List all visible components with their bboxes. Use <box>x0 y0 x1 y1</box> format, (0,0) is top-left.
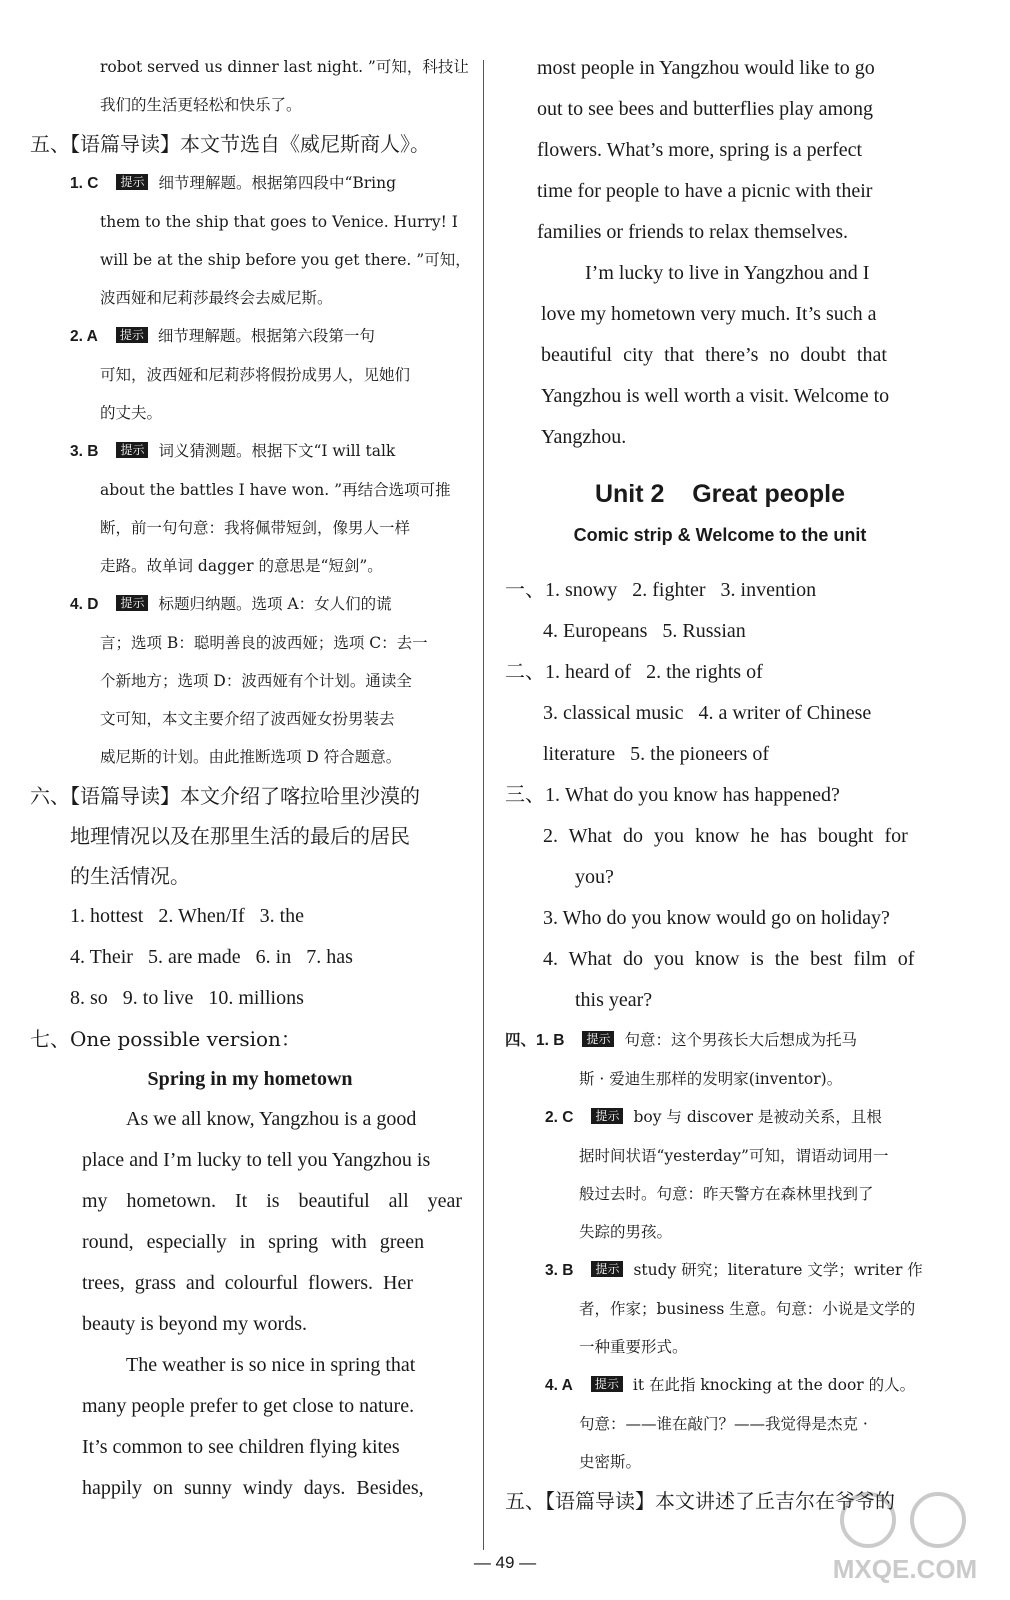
tip-badge: 提示 <box>116 327 148 343</box>
answer-line: 1. hottest 2. When/If 3. the <box>70 905 305 927</box>
answer-5-2 <box>30 317 470 356</box>
answer-5-1 <box>30 164 470 203</box>
text-line: them to the ship that goes to Venice. Hurry! I <box>100 213 458 231</box>
text-line: 般过去时。句意：昨天警方在森林里找到了 <box>579 1185 874 1203</box>
tip-badge: 提示 <box>116 595 148 611</box>
answer-line: 8. so 9. to live 10. millions <box>70 987 304 1009</box>
answer-line: 4. What do you know is the best film of <box>543 948 915 970</box>
answer-text: 细节理解题。根据第四段中“Bring <box>158 174 397 192</box>
text-line: 据时间状语“yesterday”可知，谓语动词用一 <box>579 1147 889 1165</box>
answer-4-4 <box>505 1366 935 1405</box>
section-6-heading: 六、【语篇导读】本文介绍了喀拉哈里沙漠的 <box>30 784 420 808</box>
tip-badge: 提示 <box>116 442 148 458</box>
answer-text: study 研究；literature 文学；writer 作 <box>633 1261 923 1279</box>
answer-text: 标题归纳题。选项 A：女人们的谎 <box>158 595 392 613</box>
essay-line: happily on sunny windy days. Besides, <box>82 1477 424 1499</box>
essay-line: beauty is beyond my words. <box>82 1313 307 1335</box>
text-line: will be at the ship before you get there. ”可知， <box>100 251 471 269</box>
answer-line: you? <box>575 866 614 888</box>
answer-line: 三、1. What do you know has happened? <box>505 784 840 806</box>
answer-number: 4. D <box>70 596 99 613</box>
text-line: 威尼斯的计划。由此推断选项 D 符合题意。 <box>100 748 402 766</box>
watermark-logo <box>820 1480 990 1590</box>
answer-number: 四、1. B <box>505 1032 565 1049</box>
text-line: robot served us dinner last night. ”可知，科技让 <box>100 58 469 76</box>
section-5-heading: 五、【语篇导读】本文节选自《威尼斯商人》。 <box>30 132 430 156</box>
watermark-text: MXQE.COM <box>832 1554 978 1584</box>
text-line: 文可知，本文主要介绍了波西娅女扮男装去 <box>100 710 395 728</box>
answer-text: 词义猜测题。根据下文“I will talk <box>158 442 396 460</box>
text-line: 可知，波西娅和尼莉莎将假扮成男人，见她们 <box>100 366 411 384</box>
answer-line: 二、1. heard of 2. the rights of <box>505 661 763 683</box>
answer-number: 3. B <box>70 443 99 460</box>
essay-line: my hometown. It is beautiful all year <box>82 1190 463 1212</box>
answer-number: 2. C <box>545 1109 574 1126</box>
answer-text: 句意：这个男孩长大后想成为托马 <box>624 1031 857 1049</box>
essay-line: families or friends to relax themselves. <box>537 221 849 243</box>
essay-line: flowers. What’s more, spring is a perfect <box>537 139 863 161</box>
essay-line: Yangzhou. <box>541 426 627 448</box>
right-column <box>505 48 935 1521</box>
essay-title: Spring in my hometown <box>147 1068 353 1090</box>
essay-line: It’s common to see children flying kites <box>82 1436 400 1458</box>
essay-line: love my hometown very much. It’s such a <box>541 303 877 325</box>
answer-line: 3. classical music 4. a writer of Chinese <box>543 702 872 724</box>
answer-5-3 <box>30 432 470 471</box>
left-column <box>30 48 470 1509</box>
answer-number: 2. A <box>70 328 98 345</box>
answer-line: 4. Their 5. are made 6. in 7. has <box>70 946 353 968</box>
essay-line: The weather is so nice in spring that <box>126 1354 416 1376</box>
text-line: 言；选项 B：聪明善良的波西娅；选项 C：去一 <box>100 634 428 652</box>
tip-badge: 提示 <box>591 1108 623 1124</box>
essay-line: many people prefer to get close to nature. <box>82 1395 415 1417</box>
tip-badge: 提示 <box>591 1376 623 1392</box>
text-line: 斯 · 爱迪生那样的发明家(inventor)。 <box>579 1070 843 1088</box>
essay-line: round, especially in spring with green <box>82 1231 425 1253</box>
answer-line: literature 5. the pioneers of <box>543 743 770 765</box>
answer-number: 1. C <box>70 175 99 192</box>
answer-4-1 <box>505 1021 935 1060</box>
answer-line: 3. Who do you know would go on holiday? <box>543 907 890 929</box>
essay-line: time for people to have a picnic with their <box>537 180 873 202</box>
text-line: 断，前一句句意：我将佩带短剑，像男人一样 <box>100 519 411 537</box>
essay-line: out to see bees and butterflies play among <box>537 98 874 120</box>
essay-line: Yangzhou is well worth a visit. Welcome to <box>541 385 890 407</box>
answer-text: 细节理解题。根据第六段第一句 <box>157 327 375 345</box>
text-line: 我们的生活更轻松和快乐了。 <box>100 96 302 114</box>
text-line: 史密斯。 <box>579 1453 642 1471</box>
answer-number: 4. A <box>545 1377 573 1394</box>
text-line: 走路。故单词 dagger 的意思是“短剑”。 <box>100 557 383 575</box>
text-line: about the battles I have won. ”再结合选项可推 <box>100 481 451 499</box>
answer-5-4 <box>30 585 470 624</box>
text-line: 地理情况以及在那里生活的最后的居民 <box>70 824 410 848</box>
answer-4-2 <box>505 1098 935 1137</box>
text-line: 失踪的男孩。 <box>579 1223 673 1241</box>
essay-line: trees, grass and colourful flowers. Her <box>82 1272 414 1294</box>
answer-text: it 在此指 knocking at the door 的人。 <box>632 1376 916 1394</box>
tip-badge: 提示 <box>116 174 148 190</box>
answer-number: 3. B <box>545 1262 574 1279</box>
tip-badge: 提示 <box>582 1031 614 1047</box>
text-line: 波西娅和尼莉莎最终会去威尼斯。 <box>100 289 333 307</box>
text-line: 的丈夫。 <box>100 404 163 422</box>
text-line: 的生活情况。 <box>70 864 190 888</box>
answer-4-3 <box>505 1251 935 1290</box>
text-line: 者，作家；business 生意。句意：小说是文学的 <box>579 1300 916 1318</box>
essay-line: As we all know, Yangzhou is a good <box>126 1108 417 1130</box>
page-number: — 49 — <box>473 1553 537 1572</box>
unit-subtitle: Comic strip & Welcome to the unit <box>573 525 867 545</box>
text-line: 句意：——谁在敲门？——我觉得是杰克 · <box>579 1415 868 1433</box>
essay-line: most people in Yangzhou would like to go <box>537 57 875 79</box>
text-line: 一种重要形式。 <box>579 1338 688 1356</box>
essay-line: beautiful city that there’s no doubt that <box>541 344 887 366</box>
column-divider <box>483 60 484 1550</box>
section-5-heading-unit2: 五、【语篇导读】本文讲述了丘吉尔在爷爷的 <box>505 1489 895 1513</box>
tip-badge: 提示 <box>591 1261 623 1277</box>
answer-line: 一、1. snowy 2. fighter 3. invention <box>505 579 817 601</box>
unit-title: Unit 2 Great people <box>594 480 846 508</box>
essay-line: I’m lucky to live in Yangzhou and I <box>585 262 870 284</box>
section-7-heading: 七、One possible version： <box>30 1027 301 1051</box>
answer-line: this year? <box>575 989 653 1011</box>
answer-text: boy 与 discover 是被动关系，且根 <box>633 1108 882 1126</box>
answer-line: 4. Europeans 5. Russian <box>543 620 746 642</box>
essay-line: place and I’m lucky to tell you Yangzhou is <box>82 1149 431 1171</box>
answer-line: 2. What do you know he has bought for <box>543 825 908 847</box>
text-line: 个新地方；选项 D：波西娅有个计划。通读全 <box>100 672 412 690</box>
